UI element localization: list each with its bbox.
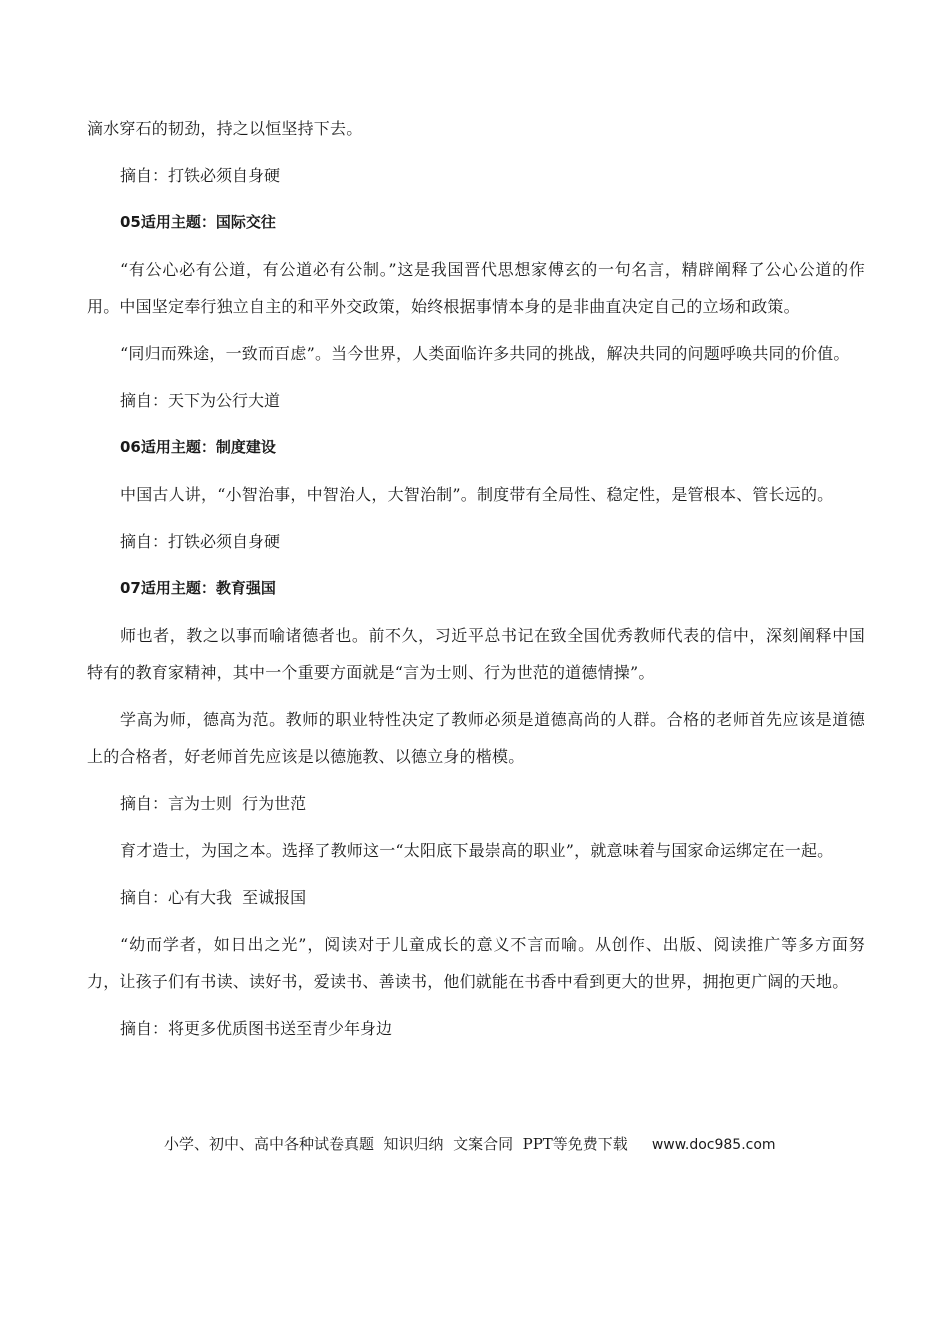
source-attribution: 摘自：天下为公行大道 (120, 391, 281, 410)
body-paragraph: 师也者，教之以事而喻诸德者也。前不久，习近平总书记在致全国优秀教师代表的信中，深刻阐释中国特有的教育家精神，其中一个重要方面就是“言为士则、行为世范的道德情操”。 (87, 626, 865, 682)
page-footer (164, 1130, 776, 1159)
section-heading: 05适用主题：国际交往 (120, 213, 276, 231)
body-paragraph: 学高为师，德高为范。教师的职业特性决定了教师必须是道德高尚的人群。合格的老师首先应该是道德上的合格者，好老师首先应该是以德施教、以德立身的楷模。 (87, 710, 865, 766)
source-attribution: 摘自：心有大我 至诚报国 (120, 888, 307, 907)
source-attribution: 摘自：将更多优质图书送至青少年身边 (120, 1019, 393, 1038)
body-paragraph: “同归而殊途，一致而百虑”。当今世界，人类面临许多共同的挑战，解决共同的问题呼唤共同的价值。 (120, 344, 850, 363)
body-paragraph: 中国古人讲，“小智治事，中智治人，大智治制”。制度带有全局性、稳定性，是管根本、管长远的。 (120, 485, 834, 504)
body-paragraph: 滴水穿石的韧劲，持之以恒坚持下去。 (87, 119, 363, 138)
body-paragraph: 育才造士，为国之本。选择了教师这一“太阳底下最崇高的职业”，就意味着与国家命运绑定在一起。 (120, 841, 834, 860)
source-attribution: 摘自：打铁必须自身硬 (120, 166, 281, 185)
footer-text: 小学、初中、高中各种试卷真题 知识归纳 文案合同 PPT等免费下载 (164, 1135, 628, 1153)
document-body (87, 110, 865, 1057)
body-paragraph: “有公心必有公道，有公道必有公制。”这是我国晋代思想家傅玄的一句名言，精辟阐释了公心公道的作用。中国坚定奉行独立自主的和平外交政策，始终根据事情本身的是非曲直决定自己的立场和政策。 (87, 260, 865, 316)
section-heading: 06适用主题：制度建设 (120, 438, 276, 456)
body-paragraph: “幼而学者，如日出之光”，阅读对于儿童成长的意义不言而喻。从创作、出版、阅读推广等多方面努力，让孩子们有书读、读好书，爱读书、善读书，他们就能在书香中看到更大的世界，拥抱更广阔的天地。 (87, 935, 865, 991)
footer-url[interactable]: www.doc985.com (651, 1137, 776, 1153)
section-heading: 07适用主题：教育强国 (120, 579, 276, 597)
source-attribution: 摘自：打铁必须自身硬 (120, 532, 281, 551)
source-attribution: 摘自：言为士则 行为世范 (120, 794, 307, 813)
